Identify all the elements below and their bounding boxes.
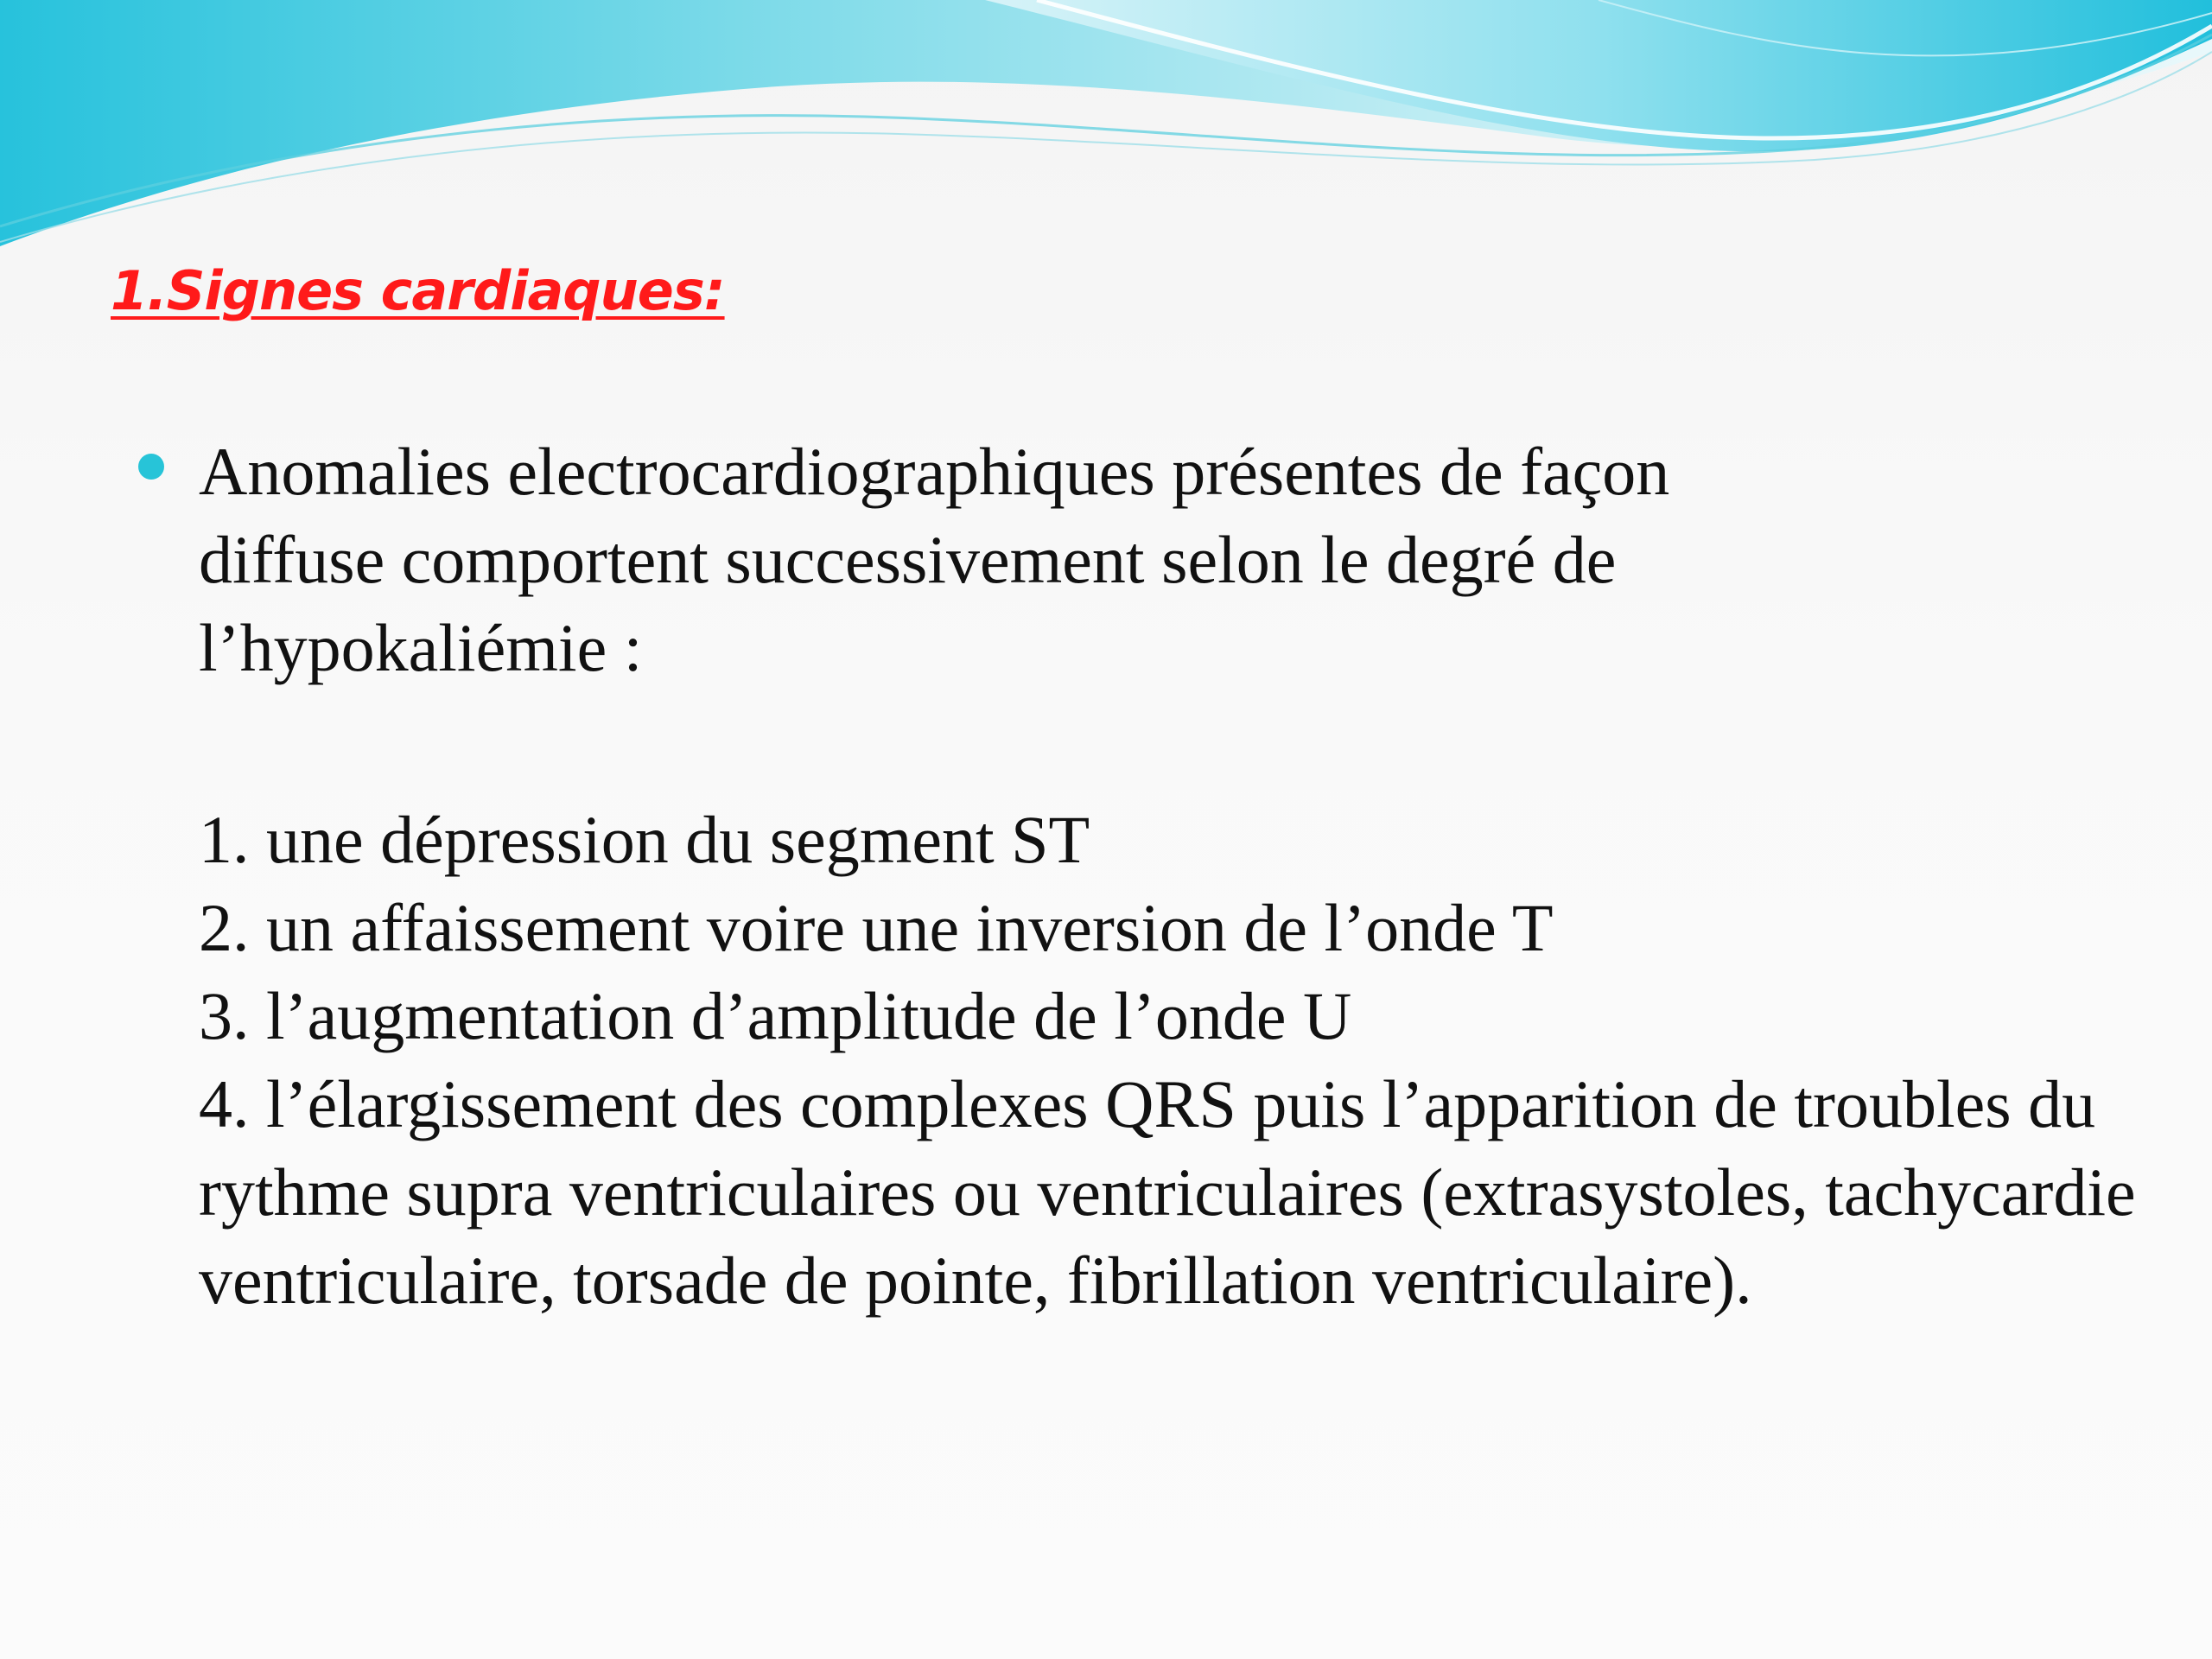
list-item: 4. l’élargissement des complexes QRS puis l’apparition de troubles du rythme supra ventriculaires ou ventriculaires (extrasystoles, tachycardie ventriculaire, torsade de pointe, fibrillation ventriculaire). <box>199 1066 2136 1318</box>
section-heading: 1.Signes cardiaques: <box>111 259 725 322</box>
list-item: 1. une dépression du segment ST <box>199 802 1090 877</box>
bullet-icon <box>138 454 164 480</box>
bullet-text: Anomalies electrocardiographiques présentes de façon diffuse comportent successivement selon le degré de l’hypokaliémie : <box>199 434 1670 685</box>
list-item: 3. l’augmentation d’amplitude de l’onde U <box>199 978 1352 1053</box>
list-item: 2. un affaissement voire une inversion de l’onde T <box>199 890 1554 965</box>
header-wave-decoration <box>0 0 2212 259</box>
ecg-anomalies-list <box>199 796 2143 1325</box>
bullet-item <box>199 428 2143 692</box>
slide-content <box>199 428 2143 1325</box>
